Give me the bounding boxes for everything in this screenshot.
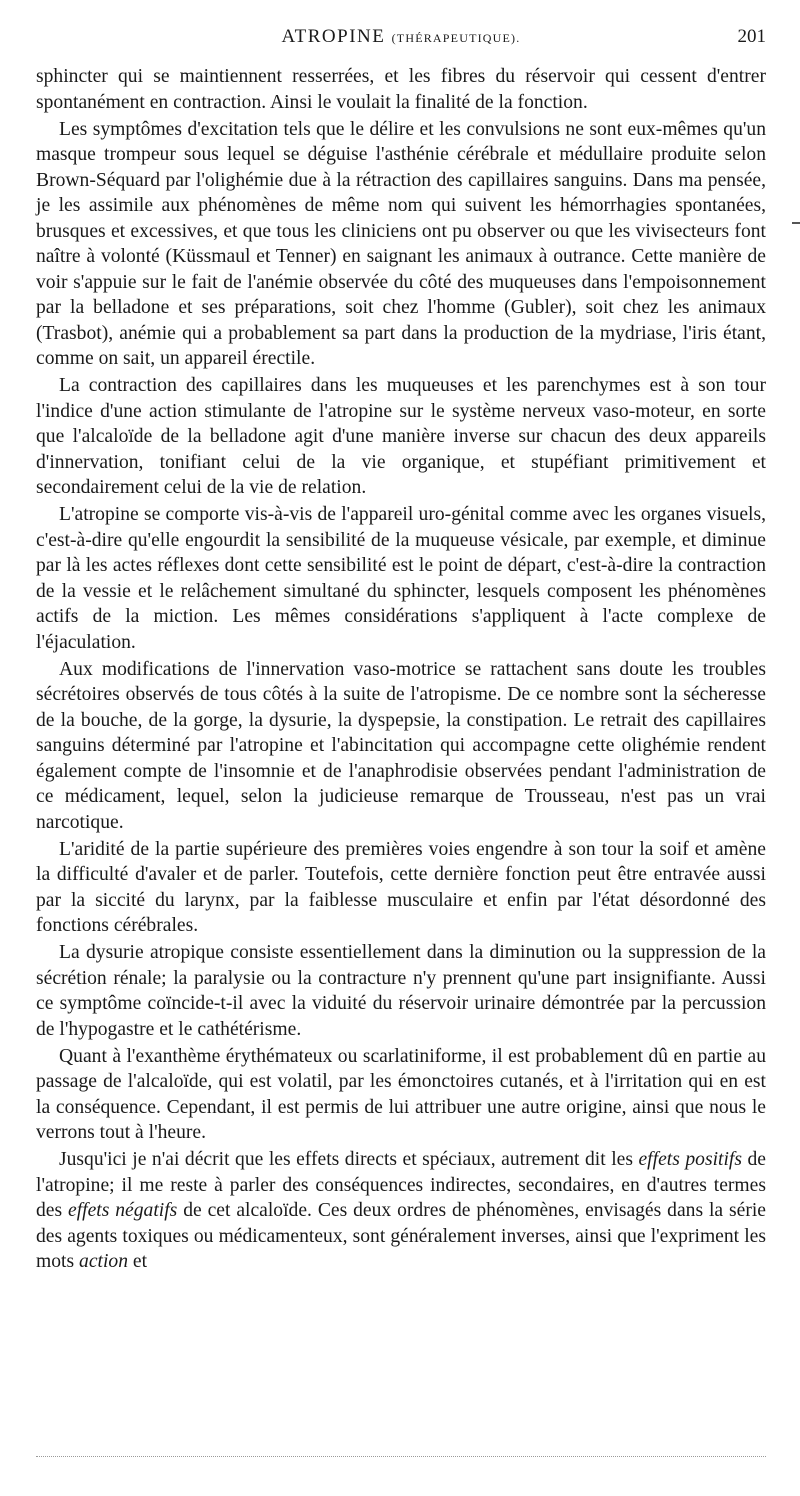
paragraph (36, 373, 766, 501)
paragraph-text: L'atropine se comporte vis-à-vis de l'appareil uro-génital comme avec les organes visuels, c'est-à-dire qu'elle engourdit la sensibilité de la muqueuse vésicale, par exemple, et diminue par là les actes réflexes dont cette sensibilité est le point de départ, c'est-à-dire la contraction de la vessie et le relâchement simultané du sphincter, lesquels composent les phénomènes actifs de la miction. Les mêmes considérations s'appliquent à l'acte complexe de l'éjaculation. (36, 504, 766, 653)
running-title-subtitle: (THÉRAPEUTIQUE). (391, 31, 521, 45)
page-number: 201 (737, 26, 766, 47)
running-title-main: ATROPINE (281, 26, 386, 47)
paragraph-text: de cet alcaloïde. Ces deux ordres de phénomènes, envisagés dans la série des agents toxiques ou médicamenteux, sont généralement inverses, ainsi que l'expriment les mots (36, 1200, 766, 1272)
paragraph (36, 1147, 766, 1275)
paragraph (36, 837, 766, 939)
paragraph (36, 940, 766, 1042)
body-text (36, 64, 766, 1276)
paragraph-text: Quant à l'exanthème érythémateux ou scarlatiniforme, il est probablement dû en partie au passage de l'alcaloïde, qui est volatil, par les émonctoires cutanés, et à l'irritation qui en est la conséquence. Cependant, il est permis de lui attribuer une autre origine, ainsi que nous le verrons tout à l'heure. (36, 1045, 766, 1143)
paragraph (36, 117, 766, 372)
paragraph-text: Aux modifications de l'innervation vaso-motrice se rattachent sans doute les troubles sécrétoires observés de tous côtés à la suite de l'atropisme. De ce nombre sont la sécheresse de la bouche, de la gorge, la dysurie, la dyspepsie, la constipation. Le retrait des capillaires sanguins déterminé par l'atropine et l'abincitation qui accompagne cette olighémie rendent également compte de l'insomnie et de l'anaphrodisie observées pendant l'administration de ce médicament, lequel, selon la judicieuse remarque de Trousseau, n'est pas un vrai narcotique. (36, 658, 766, 833)
paragraph-text: L'aridité de la partie supérieure des premières voies engendre à son tour la soif et amène la difficulté d'avaler et de parler. Toutefois, cette dernière fonction peut être entravée aussi par la siccité du larynx, par la faiblesse musculaire et enfin par l'état désordonné des fonctions cérébrales. (36, 838, 766, 936)
running-title (36, 26, 766, 48)
running-header (36, 26, 766, 56)
paragraph-text: de l'atropine; il me reste à parler des conséquences indirectes, secondaires, en d'autres termes des (36, 1149, 766, 1221)
margin-mark (792, 222, 800, 224)
paragraph-text: Les symptômes d'excitation tels que le délire et les convulsions ne sont eux-mêmes qu'un masque trompeur sous lequel se déguise l'asthénie cérébrale et médullaire produite selon Brown-Séquard par l'olighémie due à la rétraction des capillaires sanguins. Dans ma pensée, je les assimile aux phénomènes de même nom qui suivent les hémorrhagies spontanées, brusques et excessives, et que tous les cliniciens ont pu observer ou que les vivisecteurs font naître à volonté (Küssmaul et Tenner) en saignant les animaux à outrance. Cette manière de voir s'appuie sur le fait de l'anémie observée du côté des muqueuses dans l'empoisonnement par la belladone et ses préparations, soit chez l'homme (Gubler), soit chez les animaux (Trasbot), anémie qui a probablement sa part dans la production de la mydriase, l'iris étant, comme on sait, un appareil érectile. (36, 118, 766, 369)
paragraph (36, 502, 766, 655)
paragraph-text: sphincter qui se maintiennent resserrées, et les fibres du réservoir qui cessent d'entrer spontanément en contraction. Ainsi le voulait la finalité de la fonction. (36, 66, 766, 113)
paragraph (36, 64, 766, 115)
paragraph (36, 1044, 766, 1146)
emphasized-text: effets négatifs (68, 1200, 178, 1221)
paragraph-text: et (128, 1251, 148, 1272)
paragraph-text: La contraction des capillaires dans les muqueuses et les parenchymes est à son tour l'indice d'une action stimulante de l'atropine sur le système nerveux vaso-moteur, en sorte que l'alcaloïde de la belladone agit d'une manière inverse sur chacun des deux appareils d'innervation, tonifiant celui de la vie organique, et stupéfiant primitivement et secondairement celui de la vie de relation. (36, 375, 766, 498)
paragraph-text: La dysurie atropique consiste essentiellement dans la diminution ou la suppression de la sécrétion rénale; la paralysie ou la contracture n'y prennent qu'une part insignifiante. Aussi ce symptôme coïncide-t-il avec la viduité du réservoir urinaire démontrée par la percussion de l'hypogastre et le cathétérisme. (36, 942, 766, 1040)
paragraph-text: Jusqu'ici je n'ai décrit que les effets directs et spéciaux, autrement dit les (59, 1149, 639, 1170)
emphasized-text: action (79, 1251, 128, 1272)
footer-dotted-rule (36, 1456, 766, 1457)
paragraph (36, 657, 766, 836)
emphasized-text: effets positifs (638, 1149, 742, 1170)
